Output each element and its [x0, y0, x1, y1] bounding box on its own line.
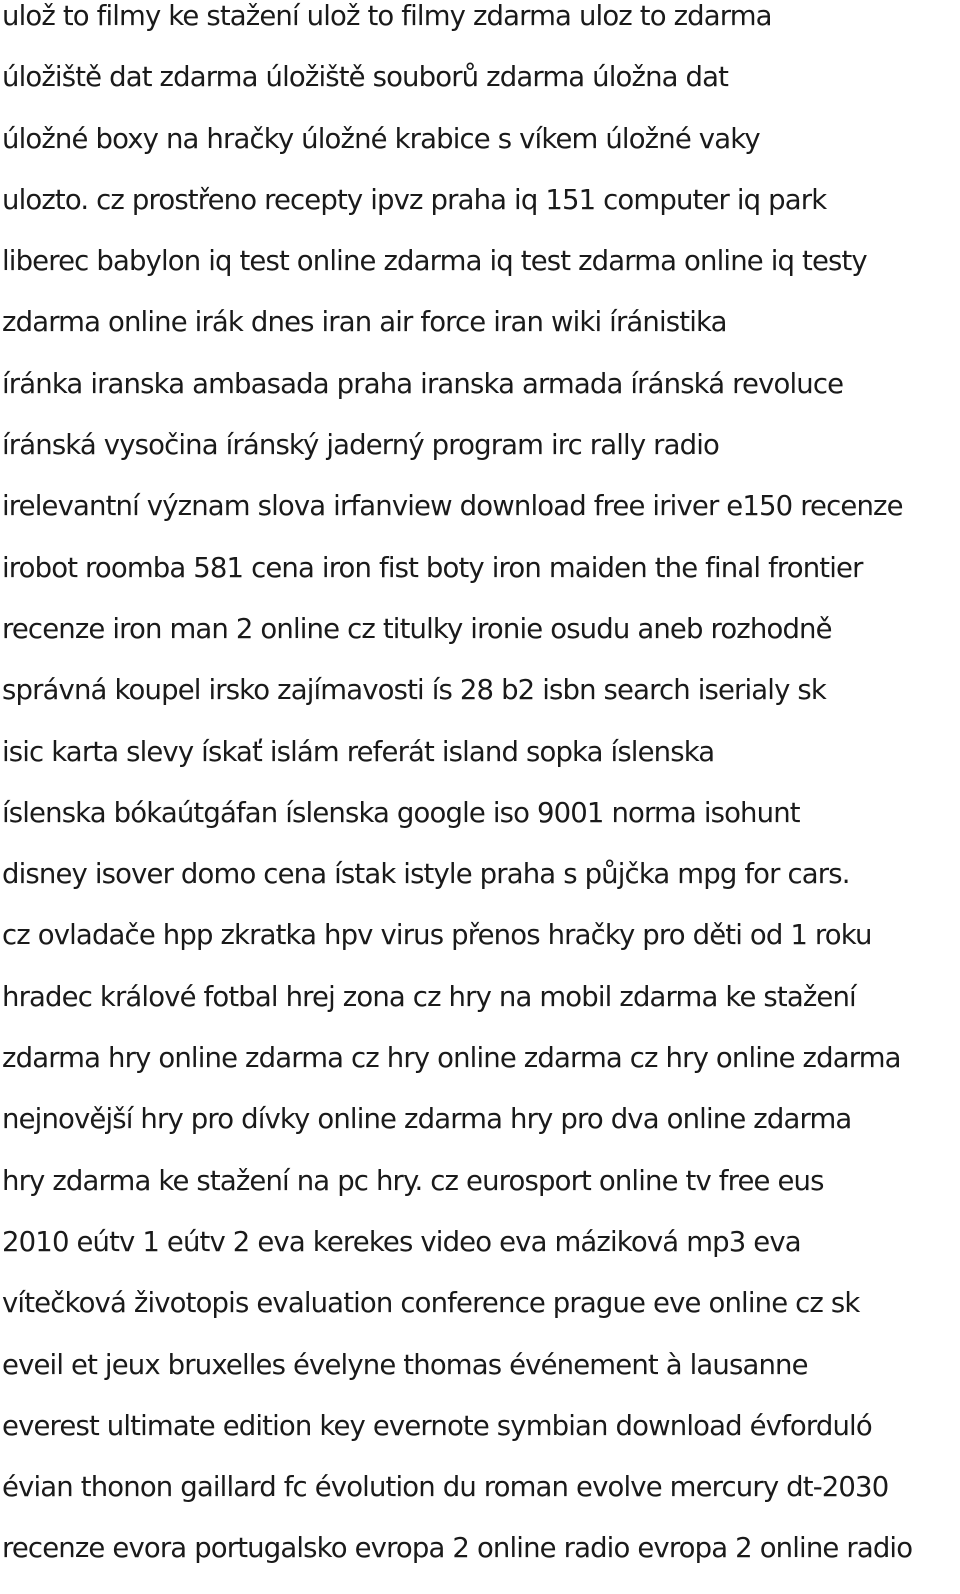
document-body — [2, 0, 958, 1594]
text-line: nejnovější hry pro dívky online zdarma hry pro dva online zdarma — [2, 1103, 852, 1136]
text-line: disney isover domo cena ístak istyle praha s půjčka mpg for cars. — [2, 858, 850, 891]
text-line: úložné boxy na hračky úložné krabice s víkem úložné vaky — [2, 122, 760, 155]
text-line: hry zdarma ke stažení na pc hry. cz eurosport online tv free eus — [2, 1164, 824, 1197]
text-line: zdarma hry online zdarma cz hry online zdarma cz hry online zdarma — [2, 1042, 901, 1075]
text-line: vítečková životopis evaluation conference prague eve online cz sk — [2, 1287, 860, 1320]
text-line: úložiště dat zdarma úložiště souborů zdarma úložna dat — [2, 61, 729, 94]
text-line: 2010 eútv 1 eútv 2 eva kerekes video eva máziková mp3 eva — [2, 1225, 801, 1258]
text-line: recenze evora portugalsko evropa 2 online radio evropa 2 online radio — [2, 1532, 913, 1565]
text-line: irelevantní význam slova irfanview download free iriver e150 recenze — [2, 490, 903, 523]
text-line: zdarma online irák dnes iran air force iran wiki íránistika — [2, 306, 727, 339]
text-line: eveil et jeux bruxelles évelyne thomas événement à lausanne — [2, 1348, 808, 1381]
text-line: správná koupel irsko zajímavosti ís 28 b2 isbn search iserialy sk — [2, 674, 826, 707]
text-line: íslenska bókaútgáfan íslenska google iso 9001 norma isohunt — [2, 796, 800, 829]
text-line: everest ultimate edition key evernote symbian download évforduló — [2, 1409, 872, 1442]
text-line: hradec králové fotbal hrej zona cz hry na mobil zdarma ke stažení — [2, 980, 856, 1013]
text-line: recenze iron man 2 online cz titulky ironie osudu aneb rozhodně — [2, 612, 832, 645]
text-line: irobot roomba 581 cena iron fist boty iron maiden the final frontier — [2, 551, 863, 584]
text-line: liberec babylon iq test online zdarma iq test zdarma online iq testy — [2, 245, 867, 278]
text-line: évian thonon gaillard fc évolution du roman evolve mercury dt-2030 — [2, 1471, 889, 1504]
text-line: íránská vysočina íránský jaderný program irc rally radio — [2, 429, 719, 462]
text-line: isic karta slevy ískať islám referát island sopka íslenska — [2, 735, 715, 768]
text-line: íránka iranska ambasada praha iranska armada íránská revoluce — [2, 367, 844, 400]
text-line: cz ovladače hpp zkratka hpv virus přenos hračky pro děti od 1 roku — [2, 919, 872, 952]
text-line: ulozto. cz prostřeno recepty ipvz praha iq 151 computer iq park — [2, 183, 827, 216]
text-line: ulož to filmy ke stažení ulož to filmy zdarma uloz to zdarma — [2, 0, 772, 32]
